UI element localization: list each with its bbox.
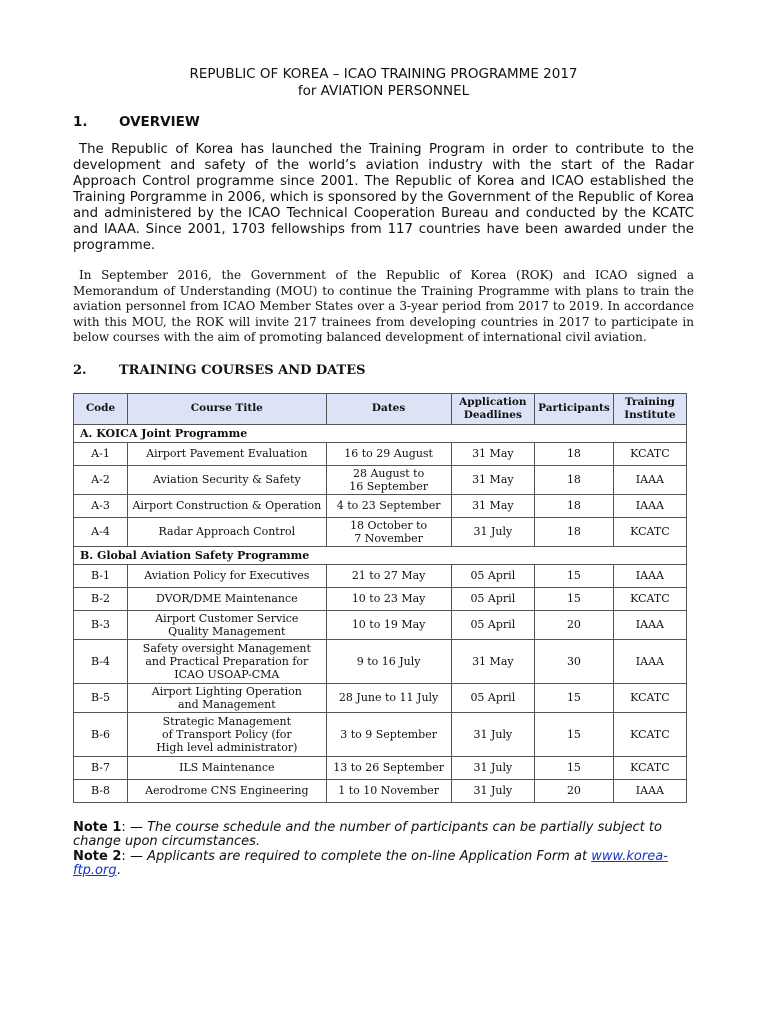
cell-participants: 15 (535, 756, 614, 779)
cell-title: Strategic Management of Transport Policy (for High level administrator) (128, 712, 327, 756)
cell-participants: 20 (535, 610, 614, 639)
cell-participants: 15 (535, 564, 614, 587)
table-row (74, 639, 687, 683)
cell-code: B-2 (74, 587, 128, 610)
table-row (74, 756, 687, 779)
overview-paragraph-2: In September 2016, the Government of the Republic of Korea (ROK) and ICAO signed a Memorandum of Understanding (MOU) to continue the Training Programme with plans to train the aviation personnel from ICAO Member States over a 3-year period from 2017 to 2019. In accordance with this MOU, the ROK will invite 217 trainees from developing countries in 2017 to participate in below courses with the aim of promoting balanced development of international civil aviation. (73, 268, 694, 344)
cell-title: Airport Pavement Evaluation (128, 442, 327, 465)
cell-deadline: 05 April (451, 610, 535, 639)
cell-deadline: 31 July (451, 712, 535, 756)
cell-dates: 1 to 10 November (326, 779, 451, 802)
header-code: Code (74, 393, 128, 424)
courses-heading-text: TRAINING COURSES AND DATES (119, 362, 366, 378)
cell-dates: 3 to 9 September (326, 712, 451, 756)
cell-deadline: 31 July (451, 779, 535, 802)
cell-deadline: 31 May (451, 639, 535, 683)
cell-code: B-8 (74, 779, 128, 802)
cell-code: A-2 (74, 465, 128, 494)
header-participants: Participants (535, 393, 614, 424)
cell-institute: KCATC (613, 712, 686, 756)
note-2-label: Note 2 (73, 848, 122, 864)
table-row (74, 494, 687, 517)
cell-dates: 18 October to 7 November (326, 517, 451, 546)
table-row (74, 779, 687, 802)
cell-title: Airport Lighting Operation and Management (128, 683, 327, 712)
cell-deadline: 31 May (451, 465, 535, 494)
cell-institute: IAAA (613, 610, 686, 639)
section-b-label: B. Global Aviation Safety Programme (74, 546, 687, 564)
cell-participants: 15 (535, 587, 614, 610)
overview-heading (73, 114, 694, 130)
cell-institute: KCATC (613, 756, 686, 779)
header-course-title: Course Title (128, 393, 327, 424)
cell-institute: KCATC (613, 442, 686, 465)
table-row (74, 564, 687, 587)
cell-institute: KCATC (613, 517, 686, 546)
cell-institute: IAAA (613, 639, 686, 683)
application-form-link[interactable]: www.korea-ftp.org (73, 848, 668, 878)
table-row (74, 442, 687, 465)
courses-table (73, 393, 687, 803)
cell-dates: 10 to 19 May (326, 610, 451, 639)
cell-deadline: 05 April (451, 587, 535, 610)
cell-code: B-7 (74, 756, 128, 779)
title-line-2: for AVIATION PERSONNEL (297, 83, 470, 99)
table-header-row (74, 393, 687, 424)
note-1: Note 1: — The course schedule and the number of participants can be partially subject to change upon circumstances. (73, 819, 662, 849)
header-deadline: Application Deadlines (451, 393, 535, 424)
section-row-b (74, 546, 687, 564)
cell-participants: 18 (535, 465, 614, 494)
cell-institute: IAAA (613, 779, 686, 802)
cell-title: Aviation Security & Safety (128, 465, 327, 494)
cell-institute: IAAA (613, 465, 686, 494)
cell-participants: 18 (535, 517, 614, 546)
cell-dates: 9 to 16 July (326, 639, 451, 683)
cell-deadline: 31 July (451, 756, 535, 779)
cell-institute: IAAA (613, 564, 686, 587)
courses-heading (73, 363, 694, 378)
courses-number: 2. (73, 362, 87, 378)
cell-title: Safety oversight Management and Practical Preparation for ICAO USOAP-CMA (128, 639, 327, 683)
cell-participants: 30 (535, 639, 614, 683)
cell-deadline: 31 May (451, 494, 535, 517)
cell-dates: 4 to 23 September (326, 494, 451, 517)
cell-title: Airport Customer Service Quality Management (128, 610, 327, 639)
cell-dates: 28 June to 11 July (326, 683, 451, 712)
overview-heading-text: OVERVIEW (119, 114, 200, 130)
section-row-a (74, 424, 687, 442)
cell-participants: 15 (535, 712, 614, 756)
note-2: Note 2: — Applicants are required to complete the on-line Application Form at www.korea-ftp.org. (73, 848, 668, 878)
note-1-label: Note 1 (73, 819, 122, 835)
cell-code: B-6 (74, 712, 128, 756)
table-row (74, 587, 687, 610)
cell-institute: KCATC (613, 587, 686, 610)
overview-paragraph-1: The Republic of Korea has launched the Training Program in order to contribute to the development and safety of the world’s aviation industry with the start of the Radar Approach Control programme since 2001. The Republic of Korea and ICAO established the Training Porgramme in 2006, which is sponsored by the Government of the Republic of Korea and administered by the ICAO Technical Cooperation Bureau and conducted by the KCATC and IAAA. Since 2001, 1703 fellowships from 117 countries have been awarded under the programme. (73, 142, 694, 253)
cell-title: ILS Maintenance (128, 756, 327, 779)
cell-deadline: 05 April (451, 683, 535, 712)
cell-dates: 10 to 23 May (326, 587, 451, 610)
cell-title: Radar Approach Control (128, 517, 327, 546)
cell-institute: IAAA (613, 494, 686, 517)
cell-deadline: 05 April (451, 564, 535, 587)
cell-participants: 18 (535, 442, 614, 465)
section-a-label: A. KOICA Joint Programme (74, 424, 687, 442)
cell-institute: KCATC (613, 683, 686, 712)
table-row (74, 517, 687, 546)
cell-title: Aviation Policy for Executives (128, 564, 327, 587)
cell-participants: 20 (535, 779, 614, 802)
cell-deadline: 31 July (451, 517, 535, 546)
table-row (74, 683, 687, 712)
cell-code: B-3 (74, 610, 128, 639)
cell-title: Aerodrome CNS Engineering (128, 779, 327, 802)
note-2-text: — Applicants are required to complete the on-line Application Form at (129, 848, 588, 864)
table-row (74, 465, 687, 494)
cell-code: B-5 (74, 683, 128, 712)
cell-code: A-3 (74, 494, 128, 517)
cell-code: A-4 (74, 517, 128, 546)
cell-code: A-1 (74, 442, 128, 465)
cell-code: B-1 (74, 564, 128, 587)
cell-dates: 28 August to 16 September (326, 465, 451, 494)
note-1-text: — The course schedule and the number of participants can be partially subject to change upon circumstances. (73, 819, 662, 849)
overview-number: 1. (73, 114, 88, 130)
header-dates: Dates (326, 393, 451, 424)
cell-dates: 16 to 29 August (326, 442, 451, 465)
cell-deadline: 31 May (451, 442, 535, 465)
document-title (73, 66, 694, 100)
table-row (74, 610, 687, 639)
cell-title: Airport Construction & Operation (128, 494, 327, 517)
header-institute: Training Institute (613, 393, 686, 424)
cell-title: DVOR/DME Maintenance (128, 587, 327, 610)
cell-participants: 15 (535, 683, 614, 712)
cell-code: B-4 (74, 639, 128, 683)
title-line-1: REPUBLIC OF KOREA – ICAO TRAINING PROGRAMME 2017 (189, 66, 578, 82)
table-row (74, 712, 687, 756)
cell-participants: 18 (535, 494, 614, 517)
cell-dates: 13 to 26 September (326, 756, 451, 779)
cell-dates: 21 to 27 May (326, 564, 451, 587)
notes-section (73, 821, 694, 879)
